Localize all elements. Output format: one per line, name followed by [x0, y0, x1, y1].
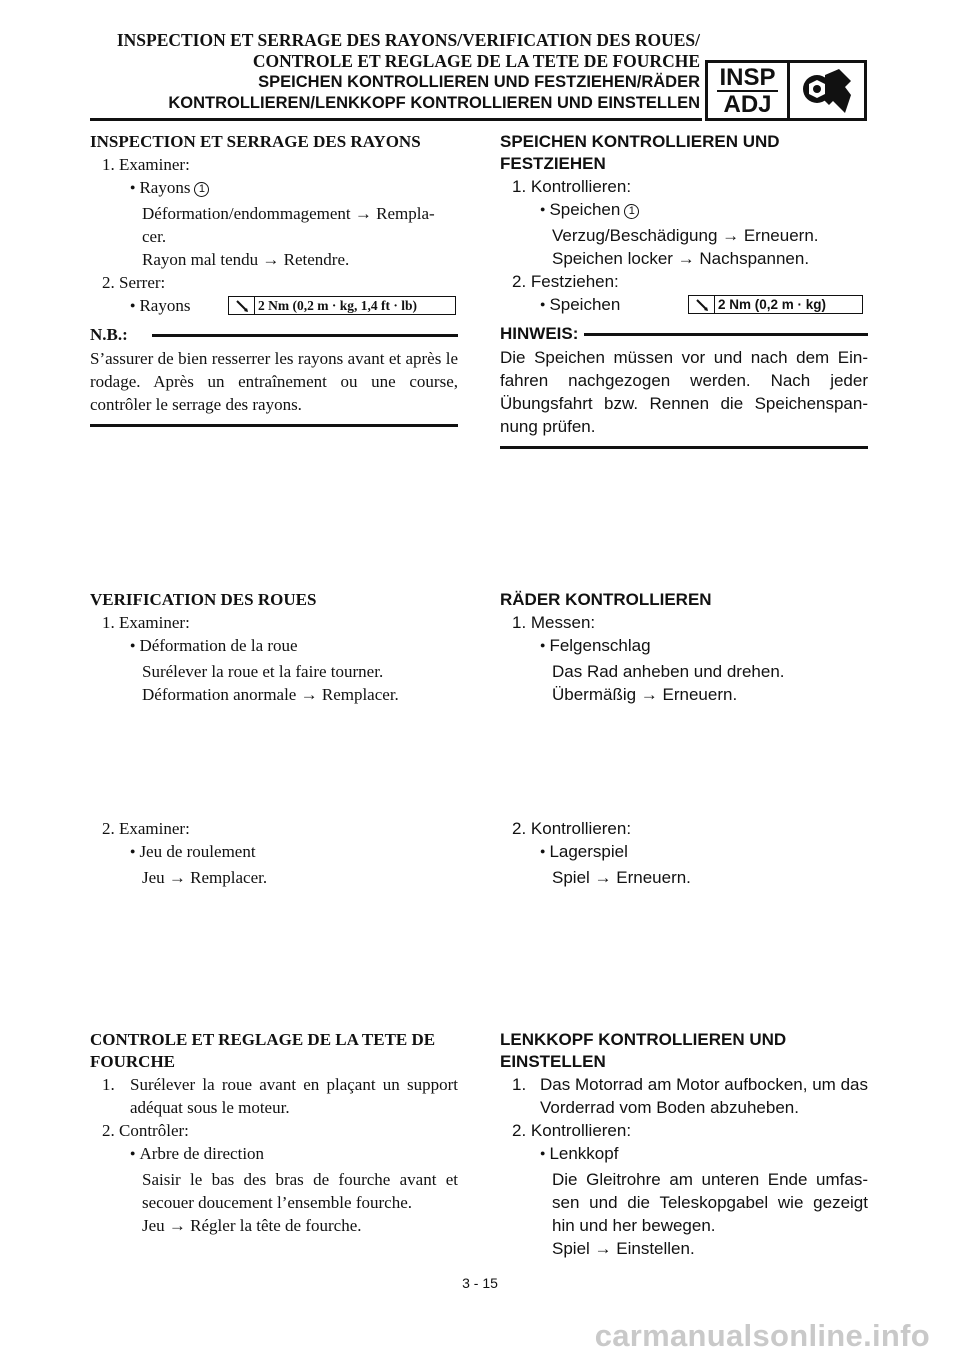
- header-line-4: KONTROLLIEREN/LENKKOPF KONTROLLIEREN UND EINSTELLEN: [168, 94, 700, 112]
- de-steering-item-2-text: Die Gleitrohre am unteren Ende umfas- sen und die Teleskopgabel wie gezeigt hin und her bewegen.: [552, 1170, 868, 1235]
- de-spokes-item-2: Speichen: [549, 295, 621, 314]
- badge-adj-label: ADJ: [723, 90, 772, 118]
- de-wheels-item-2: Lagerspiel: [549, 842, 628, 861]
- fr-steering-section: [90, 1029, 458, 1237]
- fr-spokes-item-1: Rayons: [139, 178, 191, 197]
- de-wheels-item-1-line-2: Übermäßig → Erneuern.: [552, 685, 738, 704]
- fr-steering-title-2: FOURCHE: [90, 1052, 175, 1071]
- fr-steering-step-1: Surélever la roue avant en plaçant un support adéquat sous le moteur.: [130, 1075, 458, 1117]
- fr-wheels-title: VERIFICATION DES ROUES: [90, 590, 317, 609]
- de-spokes-title-2: FESTZIEHEN: [500, 154, 606, 173]
- fr-wheels-item-1: Déformation de la roue: [139, 636, 298, 655]
- de-wheels-item-1-line-1: Das Rad anheben und drehen.: [552, 662, 785, 681]
- de-steering-step-1: Das Motorrad am Motor aufbocken, um das Vorderrad vom Boden abzuheben.: [540, 1075, 868, 1117]
- page-number: 3 - 15: [462, 1275, 498, 1291]
- de-steering-item-2-line-3: Spiel → Einstellen.: [552, 1239, 695, 1258]
- fr-steering-item-2-line-3: Jeu → Régler la tête de fourche.: [142, 1216, 362, 1235]
- de-wheels-step-2: 2. Kontrollieren:: [512, 819, 632, 838]
- watermark-text: carmanualsonline.info: [594, 1318, 930, 1353]
- de-steering-section: [500, 1029, 868, 1260]
- de-steering-step-2: 2. Kontrollieren:: [512, 1121, 632, 1140]
- header-rule: [90, 118, 702, 121]
- note-label: HINWEIS:: [500, 324, 584, 344]
- de-wheels-title: RÄDER KONTROLLIEREN: [500, 590, 712, 609]
- fr-wheels-section: [90, 589, 458, 706]
- ref-number-badge: 1: [624, 204, 639, 219]
- de-wheels-section: [500, 589, 868, 706]
- header-line-1: INSPECTION ET SERRAGE DES RAYONS/VERIFICATION DES ROUES/: [116, 30, 700, 50]
- torque-wrench-icon: [229, 297, 255, 314]
- fr-wheels-item-1-line-2: Déformation anormale → Remplacer.: [142, 685, 399, 704]
- fr-spokes-step-1: 1. Examiner:: [102, 155, 190, 174]
- fr-steering-step-1-num: 1.: [102, 1075, 115, 1094]
- de-steering-step-1-num: 1.: [512, 1075, 527, 1094]
- de-wheels-step-1: 1. Messen:: [512, 613, 596, 632]
- insp-adj-badge: [705, 60, 867, 121]
- note-label: N.B.:: [90, 325, 134, 345]
- fr-spokes-title: INSPECTION ET SERRAGE DES RAYONS: [90, 132, 421, 151]
- de-spokes-section: [500, 131, 868, 449]
- note-end-rule: [500, 446, 868, 449]
- fr-spokes-section: [90, 131, 458, 427]
- de-spokes-title-1: SPEICHEN KONTROLLIEREN UND: [500, 132, 780, 151]
- fr-wheels-item-1-line-1: Surélever la roue et la faire tourner.: [142, 662, 384, 681]
- torque-value: 2 Nm (0,2 m · kg): [718, 297, 827, 312]
- de-spokes-item-1-line-2: Speichen locker → Nachspannen.: [552, 249, 810, 268]
- fr-spokes-step-2: 2. Serrer:: [102, 273, 166, 292]
- page-header: [90, 30, 700, 114]
- de-wheels-section-2: [500, 817, 868, 889]
- torque-spec-box: [228, 296, 456, 315]
- ref-number-badge: 1: [194, 182, 209, 197]
- header-line-2: CONTROLE ET REGLAGE DE LA TETE DE FOURCHE: [252, 51, 700, 71]
- de-spokes-step-1: 1. Kontrollieren:: [512, 177, 632, 196]
- fr-wheels-item-2: Jeu de roulement: [139, 842, 256, 861]
- fr-wheels-item-2-line-1: Jeu → Remplacer.: [142, 868, 268, 887]
- de-spokes-note: Die Speichen müssen vor und nach dem Ein- fahren nachgezogen werden. Nach jeder Übungsfahrt bzw. Rennen die Speichenspan- nung prüfen.: [500, 348, 868, 436]
- note-end-rule: [90, 424, 458, 427]
- de-steering-title-2: EINSTELLEN: [500, 1052, 606, 1071]
- fr-spokes-item-1-line-3: Rayon mal tendu → Retendre.: [142, 250, 350, 269]
- fr-wheels-section-2: [90, 817, 458, 889]
- fr-spokes-item-1-line-2: cer.: [142, 227, 167, 246]
- torque-spec-box: [688, 295, 863, 314]
- wrench-icon: [790, 63, 864, 118]
- fr-spokes-note: S’assurer de bien resserrer les rayons avant et après le rodage. Après un entraînement ou une course, contrôler le serrage des rayons.: [90, 349, 458, 414]
- fr-wheels-step-1: 1. Examiner:: [102, 613, 190, 632]
- fr-steering-step-2: 2. Contrôler:: [102, 1121, 189, 1140]
- de-spokes-step-2: 2. Festziehen:: [512, 272, 619, 291]
- de-wheels-item-2-line-1: Spiel → Erneuern.: [552, 868, 691, 887]
- de-steering-title-1: LENKKOPF KONTROLLIEREN UND: [500, 1030, 787, 1049]
- fr-steering-item-2: Arbre de direction: [139, 1144, 265, 1163]
- note-rule: [582, 333, 868, 336]
- de-steering-item-2: Lenkkopf: [549, 1144, 619, 1163]
- header-line-3: SPEICHEN KONTROLLIEREN UND FESTZIEHEN/RÄDER: [258, 73, 700, 91]
- fr-spokes-item-1-line-1: Déformation/endommagement → Rempla-: [142, 204, 435, 223]
- fr-steering-item-2-text: Saisir le bas des bras de fourche avant et secouer doucement l’ensemble fourche.: [142, 1170, 458, 1212]
- fr-spokes-item-2: Rayons: [139, 296, 191, 315]
- fr-wheels-step-2: 2. Examiner:: [102, 819, 190, 838]
- de-wheels-item-1: Felgenschlag: [549, 636, 651, 655]
- note-rule: [152, 334, 458, 337]
- badge-insp-label: INSP: [719, 63, 776, 91]
- torque-value: 2 Nm (0,2 m · kg, 1,4 ft · lb): [258, 297, 417, 313]
- de-spokes-item-1: Speichen: [549, 200, 621, 219]
- fr-steering-title-1: CONTROLE ET REGLAGE DE LA TETE DE: [90, 1030, 436, 1049]
- torque-wrench-icon: [689, 296, 715, 313]
- de-spokes-item-1-line-1: Verzug/Beschädigung → Erneuern.: [552, 226, 819, 245]
